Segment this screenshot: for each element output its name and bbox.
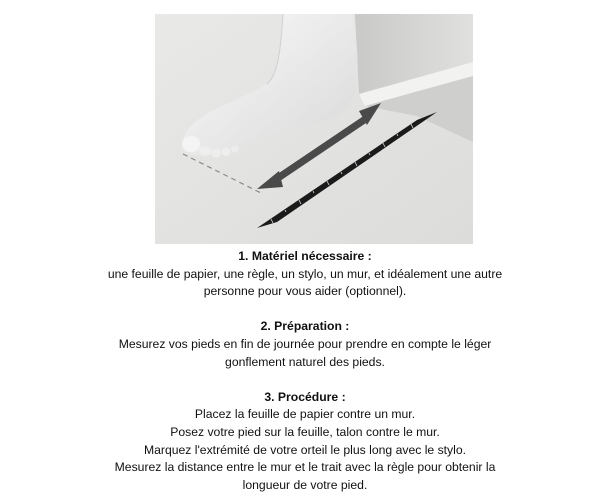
foot-measurement-illustration: [155, 14, 473, 244]
section-line: Marquez l'extrémité de votre orteil le plus long avec le stylo.: [143, 442, 467, 457]
section-line: gonflement naturel des pieds.: [225, 354, 385, 369]
section-line: longueur de votre pied.: [242, 477, 368, 492]
section-line: Mesurez vos pieds en fin de journée pour prendre en compte le léger: [118, 336, 492, 351]
section-title: 3. Procédure :: [264, 389, 346, 404]
section-materials: [0, 248, 610, 301]
section-line: une feuille de papier, une règle, un stylo, un mur, et idéalement une autre: [107, 266, 503, 281]
section-title: 1. Matériel nécessaire :: [238, 249, 372, 263]
section-title: 2. Préparation :: [260, 319, 350, 334]
foot-ruler-drawing: [155, 14, 473, 244]
section-line: personne pour vous aider (optionnel).: [203, 284, 407, 299]
instructions: [0, 248, 610, 494]
section-procedure: [0, 389, 610, 495]
section-line: Placez la feuille de papier contre un mur.: [194, 407, 416, 422]
section-line: Posez votre pied sur la feuille, talon contre le mur.: [170, 424, 440, 439]
section-line: Mesurez la distance entre le mur et le trait avec la règle pour obtenir la: [114, 460, 496, 475]
section-preparation: [0, 318, 610, 371]
